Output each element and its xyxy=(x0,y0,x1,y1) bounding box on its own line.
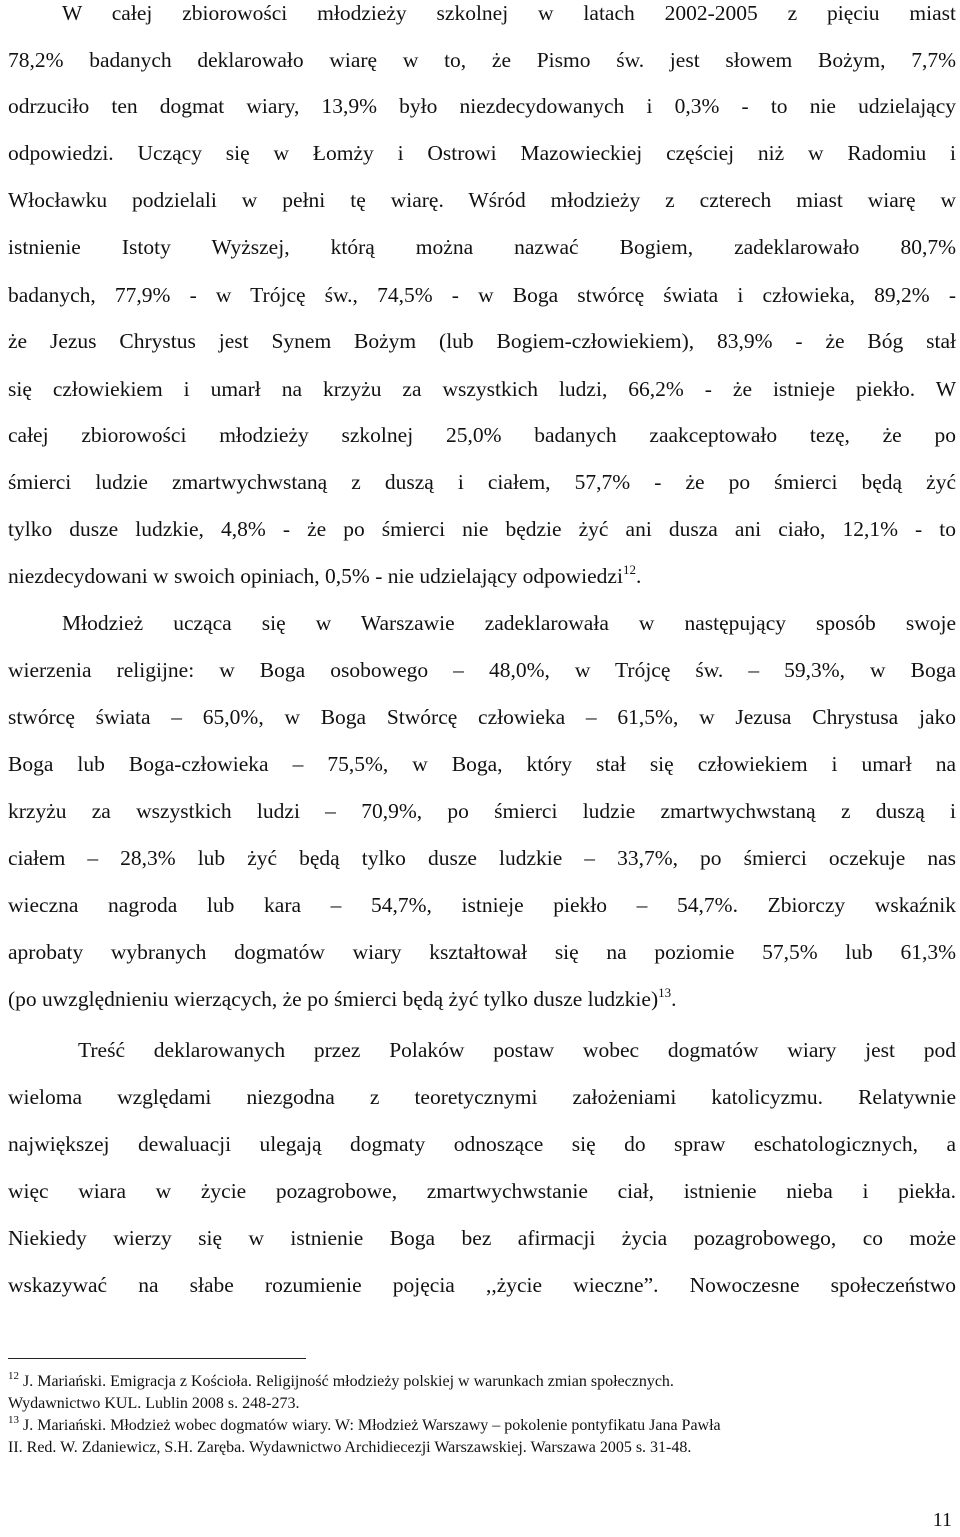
text-line: Młodzież ucząca się w Warszawie zadeklarowała w następujący sposób swoje xyxy=(62,611,956,635)
text-line: odrzuciło ten dogmat wiary, 13,9% było niezdecydowanych i 0,3% - to nie udzielający xyxy=(8,94,956,118)
text-line: 78,2% badanych deklarowało wiarę w to, że Pismo św. jest słowem Bożym, 7,7% xyxy=(8,48,956,72)
text-segment: niezdecydowani w swoich opiniach, 0,5% - nie udzielający odpowiedzi xyxy=(8,564,623,588)
text-line: W całej zbiorowości młodzieży szkolnej w latach 2002-2005 z pięciu miast xyxy=(62,1,956,25)
footnote-number: 12 xyxy=(8,1370,19,1382)
text-line: tylko dusze ludzkie, 4,8% - że po śmierci nie będzie żyć ani dusza ani ciało, 12,1% - to xyxy=(8,517,956,541)
text-line: ciałem – 28,3% lub żyć będą tylko dusze ludzkie – 33,7%, po śmierci oczekuje nas xyxy=(8,846,956,870)
footnote-13-line2: II. Red. W. Zdaniewicz, S.H. Zaręba. Wydawnictwo Archidiecezji Warszawskiej. Warszawa 2005 s. 31-48. xyxy=(8,1439,692,1456)
text-line: że Jezus Chrystus jest Synem Bożym (lub Bogiem-człowiekiem), 83,9% - że Bóg stał xyxy=(8,329,956,353)
text-line: Niekiedy wierzy się w istnienie Boga bez afirmacji życia pozagrobowego, co może xyxy=(8,1226,956,1250)
text-line: stwórcę świata – 65,0%, w Boga Stwórcę człowieka – 61,5%, w Jezusa Chrystusa jako xyxy=(8,705,956,729)
footnote-12-line1 xyxy=(8,1371,956,1393)
footnote-12-line2: Wydawnictwo KUL. Lublin 2008 s. 248-273. xyxy=(8,1395,300,1412)
text-line-with-footnote-ref xyxy=(8,984,956,1014)
text-segment: . xyxy=(635,564,642,588)
text-segment: . xyxy=(671,987,677,1011)
footnote-text: J. Mariański. Emigracja z Kościoła. Religijność młodzieży polskiej w warunkach zmian społecznych. xyxy=(19,1373,674,1390)
text-line: Boga lub Boga-człowieka – 75,5%, w Boga, który stał się człowiekiem i umarł na xyxy=(8,752,956,776)
footnote-number: 13 xyxy=(8,1414,19,1426)
footnote-separator xyxy=(8,1358,306,1359)
text-line: istnienie Istoty Wyższej, którą można nazwać Bogiem, zadeklarowało 80,7% xyxy=(8,235,956,259)
footnote-reference: 13 xyxy=(658,985,672,1000)
footnote-13-line1 xyxy=(8,1415,956,1437)
text-line: odpowiedzi. Uczący się w Łomży i Ostrowi Mazowieckiej częściej niż w Radomiu i xyxy=(8,141,956,165)
page-number: 11 xyxy=(932,1509,952,1531)
text-line: Włocławku podzielali w pełni tę wiarę. Wśród młodzieży z czterech miast wiarę w xyxy=(8,188,956,212)
text-line: krzyżu za wszystkich ludzi – 70,9%, po śmierci ludzie zmartwychwstaną z duszą i xyxy=(8,799,956,823)
text-line: więc wiara w życie pozagrobowe, zmartwychwstanie ciał, istnienie nieba i piekła. xyxy=(8,1179,956,1203)
text-segment: (po uwzględnieniu wierzących, że po śmierci będą żyć tylko dusze ludzkie) xyxy=(8,987,659,1011)
text-line: największej dewaluacji ulegają dogmaty odnoszące się do spraw eschatologicznych, a xyxy=(8,1132,956,1156)
text-line: Treść deklarowanych przez Polaków postaw wobec dogmatów wiary jest pod xyxy=(78,1038,956,1062)
text-line: wieczna nagroda lub kara – 54,7%, istnieje piekło – 54,7%. Zbiorczy wskaźnik xyxy=(8,893,956,917)
text-line: całej zbiorowości młodzieży szkolnej 25,0% badanych zaakceptowało tezę, że po xyxy=(8,423,956,447)
text-line: wieloma względami niezgodna z teoretycznymi założeniami katolicyzmu. Relatywnie xyxy=(8,1085,956,1109)
text-line: się człowiekiem i umarł na krzyżu za wszystkich ludzi, 66,2% - że istnieje piekło. W xyxy=(8,377,956,401)
text-line: wskazywać na słabe rozumienie pojęcia ,,życie wieczne”. Nowoczesne społeczeństwo xyxy=(8,1273,956,1297)
text-line: badanych, 77,9% - w Trójcę św., 74,5% - w Boga stwórcę świata i człowieka, 89,2% - xyxy=(8,283,956,307)
footnote-reference: 12 xyxy=(622,562,636,577)
footnote-text: J. Mariański. Młodzież wobec dogmatów wiary. W: Młodzież Warszawy – pokolenie pontyfikatu Jana Pawła xyxy=(19,1417,721,1434)
text-line: śmierci ludzie zmartwychwstaną z duszą i ciałem, 57,7% - że po śmierci będą żyć xyxy=(8,470,956,494)
text-line: wierzenia religijne: w Boga osobowego – 48,0%, w Trójcę św. – 59,3%, w Boga xyxy=(8,658,956,682)
text-line: aprobaty wybranych dogmatów wiary kształtował się na poziomie 57,5% lub 61,3% xyxy=(8,940,956,964)
text-line-with-footnote-ref xyxy=(8,561,956,591)
